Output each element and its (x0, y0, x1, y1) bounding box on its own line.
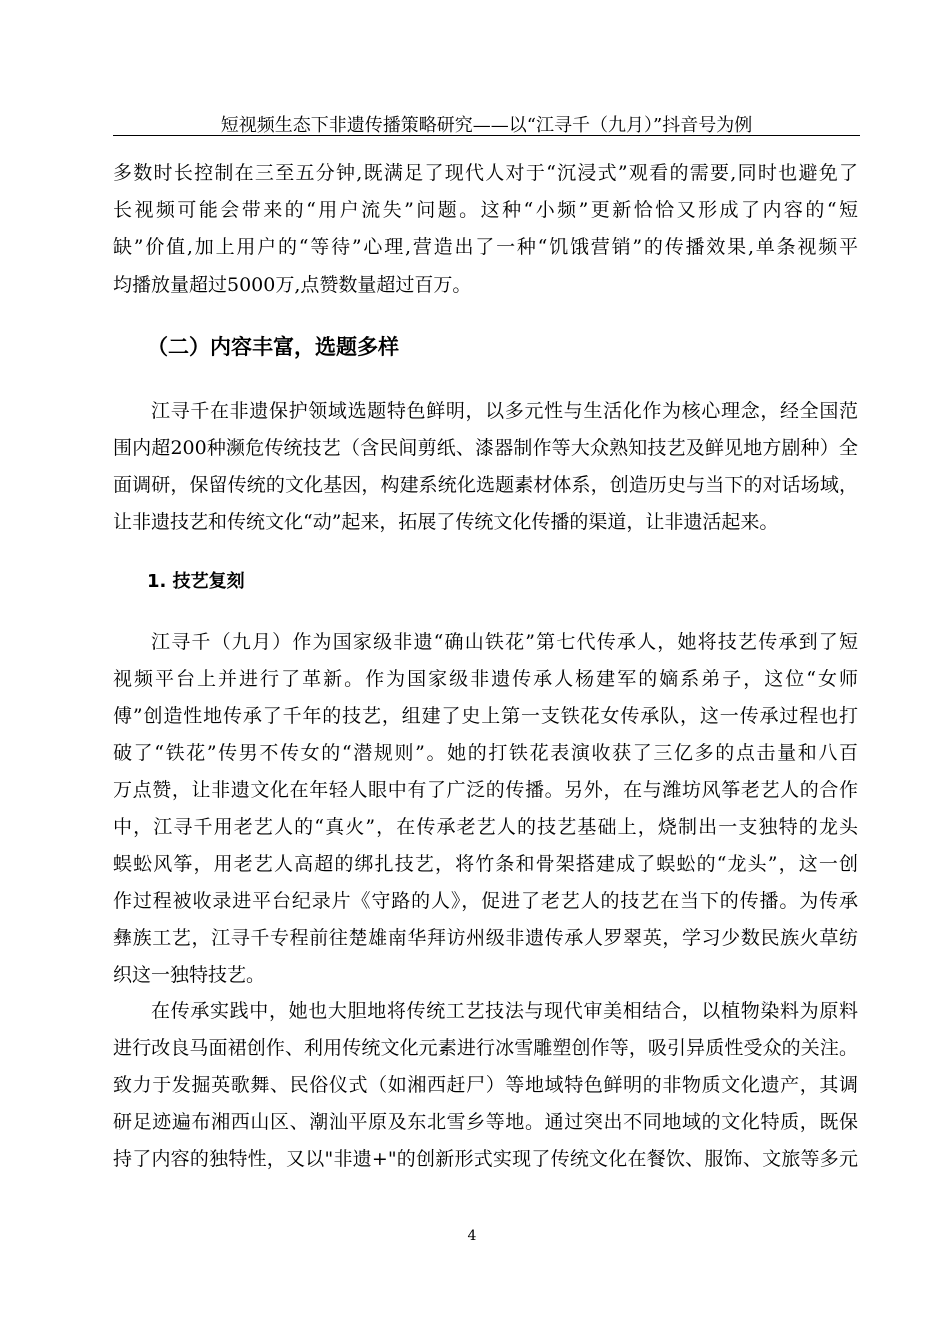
text-line: 在传承实践中，她也大胆地将传统工艺技法与现代审美相结合，以植物染料为原料 (151, 1000, 858, 1022)
subsection-heading: 1. 技艺复刻 (147, 571, 245, 592)
text-line: 江寻千（九月）作为国家级非遗“确山铁花”第七代传承人，她将技艺传承到了短 (151, 631, 858, 653)
text-line: 万点赞，让非遗文化在年轻人眼中有了广泛的传播。另外，在与潍坊风筝老艺人的合作 (113, 779, 858, 801)
page-number: 4 (467, 1228, 477, 1244)
text-line: 致力于发掘英歌舞、民俗仪式（如湘西赶尸）等地域特色鲜明的非物质文化遗产，其调 (113, 1074, 858, 1096)
text-line: 中，江寻千用老艺人的“真火”，在传承老艺人的技艺基础上，烧制出一支独特的龙头 (113, 816, 858, 838)
text-line: 织这一独特技艺。 (113, 964, 266, 986)
text-line: 蜈蚣风筝，用老艺人高超的绑扎技艺，将竹条和骨架搭建成了蜈蚣的“龙头”，这一创 (113, 853, 858, 875)
text-line: 长视频可能会带来的“用户流失”问题。这种“小频”更新恰恰又形成了内容的“短 (113, 199, 858, 221)
text-line: 围内超200种濒危传统技艺（含民间剪纸、漆器制作等大众熟知技艺及鲜见地方剧种）全 (113, 437, 858, 459)
text-line: 江寻千在非遗保护领域选题特色鲜明，以多元性与生活化作为核心理念，经全国范 (151, 400, 858, 422)
text-line: 缺”价值,加上用户的“等待”心理,营造出了一种“饥饿营销”的传播效果,单条视频平 (113, 236, 858, 258)
section-heading: （二）内容丰富，选题多样 (147, 335, 399, 359)
header-rule (113, 135, 860, 136)
text-line: 多数时长控制在三至五分钟,既满足了现代人对于“沉浸式”观看的需要,同时也避免了 (113, 162, 858, 184)
text-line: 均播放量超过5000万,点赞数量超过百万。 (113, 274, 472, 296)
text-line: 视频平台上并进行了革新。作为国家级非遗传承人杨建军的嫡系弟子，这位“女师 (113, 668, 858, 690)
running-header: 短视频生态下非遗传播策略研究——以“江寻千（九月）”抖音号为例 (220, 115, 753, 136)
text-line: 彝族工艺，江寻千专程前往楚雄南华拜访州级非遗传承人罗翠英，学习少数民族火草纺 (113, 927, 858, 949)
text-line: 傅”创造性地传承了千年的技艺，组建了史上第一支铁花女传承队，这一传承过程也打 (113, 705, 858, 727)
text-line: 持了内容的独特性，又以"非遗+"的创新形式实现了传统文化在餐饮、服饰、文旅等多元 (113, 1148, 858, 1170)
text-line: 破了“铁花”传男不传女的“潜规则”。她的打铁花表演收获了三亿多的点击量和八百 (113, 742, 858, 764)
text-line: 研足迹遍布湘西山区、潮汕平原及东北雪乡等地。通过突出不同地域的文化特质，既保 (113, 1111, 858, 1133)
text-line: 作过程被收录进平台纪录片《守路的人》，促进了老艺人的技艺在当下的传播。为传承 (113, 890, 858, 912)
text-line: 面调研，保留传统的文化基因，构建系统化选题素材体系，创造历史与当下的对话场域， (113, 474, 858, 496)
text-line: 进行改良马面裙创作、利用传统文化元素进行冰雪雕塑创作等，吸引异质性受众的关注。 (113, 1037, 858, 1059)
text-line: 让非遗技艺和传统文化“动”起来，拓展了传统文化传播的渠道，让非遗活起来。 (113, 511, 779, 533)
